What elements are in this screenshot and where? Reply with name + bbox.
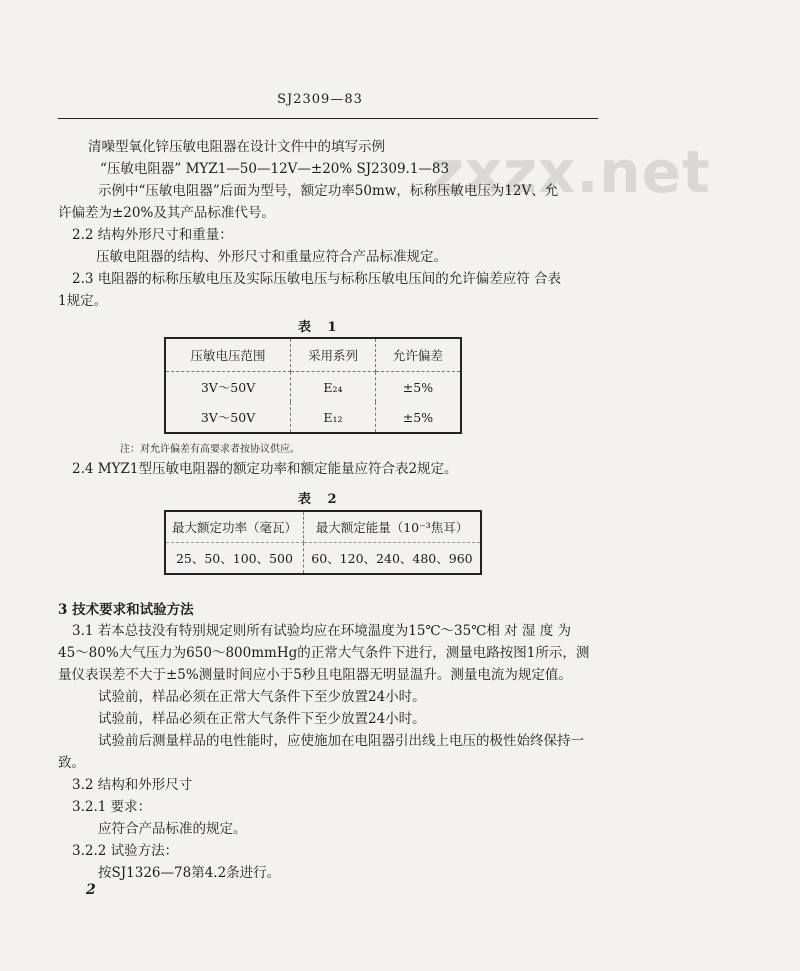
table-header-row <box>165 338 461 372</box>
pre-test-note: 试验前，样品必须在正常大气条件下至少放置24小时。 <box>98 711 426 727</box>
clause-2-4-text: 2.4 MYZ1型压敏电阻器的额定功率和额定能量应符合表2规定。 <box>72 461 458 477</box>
pre-test-note: 试验前，样品必须在正常大气条件下至少放置24小时。 <box>98 689 426 705</box>
table-header-cell: 压敏电压范围 <box>165 338 291 372</box>
table-header-row <box>165 511 481 543</box>
table-header-cell: 最大额定能量（10⁻³焦耳） <box>303 511 481 543</box>
clause-3-2-heading: 3.2 结构和外形尺寸 <box>72 777 193 793</box>
clause-2-3-text: 2.3 电阻器的标称压敏电压及实际压敏电压与标称压敏电压间的允许偏差应符 合表 <box>72 271 562 287</box>
clause-3-2-1-heading: 3.2.1 要求： <box>72 799 152 815</box>
table-header-cell: 最大额定功率（毫瓦） <box>165 511 303 543</box>
clause-3-1-text-cont: 量仪表误差不大于±5%测量时间应小于5秒且电阻器无明显温升。测量电流为规定值。 <box>58 667 572 683</box>
table-cell: E₁₂ <box>291 402 376 433</box>
table-cell: ±5% <box>402 409 434 425</box>
table-row <box>165 372 461 403</box>
table-2 <box>164 510 482 575</box>
polarity-note: 试验前后测量样品的电性能时，应使施加在电阻器引出线上电压的极性始终保持一 <box>98 733 584 749</box>
clause-3-1-text: 3.1 若本总技没有特别规定则所有试验均应在环境温度为15℃～35℃相 对 湿 度 为 <box>72 623 571 639</box>
table-cell: 3V～50V <box>165 372 291 403</box>
watermark: zxzx.net <box>430 138 711 206</box>
example-explanation: 示例中“压敏电阻器”后面为型号，额定功率50mw，标称压敏电压为12V、允 <box>98 183 559 199</box>
table-header-cell: 允许偏差 <box>375 338 461 372</box>
clause-2-2-text: 压敏电阻器的结构、外形尺寸和重量应符合产品标准规定。 <box>96 249 447 265</box>
table-cell: 3V～50V <box>165 402 291 433</box>
polarity-note-cont: 致。 <box>58 755 85 771</box>
clause-2-2-heading: 2.2 结构外形尺寸和重量： <box>72 227 233 243</box>
table-1 <box>164 337 462 434</box>
section-3-title: 3 技术要求和试验方法 <box>58 602 194 618</box>
table1-note: 注：对允许偏差有高要求者按协议供应。 <box>120 444 300 455</box>
paragraph-title: 清噪型氧化锌压敏电阻器在设计文件中的填写示例 <box>88 139 385 155</box>
clause-3-2-2-text: 按SJ1326—78第4.2条进行。 <box>98 865 281 881</box>
example-explanation-cont: 许偏差为±20%及其产品标准代号。 <box>58 205 275 221</box>
table-header-cell: 采用系列 <box>291 338 376 372</box>
page-number: 2 <box>86 882 96 898</box>
table-cell: 60、120、240、480、960 <box>311 551 473 566</box>
example-designation: “压敏电阻器” MYZ1—50—12V—±20% SJ2309.1—83 <box>100 161 450 177</box>
clause-3-2-2-heading: 3.2.2 试验方法： <box>72 843 179 859</box>
table-row <box>165 543 481 575</box>
table-cell: ±5% <box>402 379 434 395</box>
table-row <box>165 402 461 433</box>
table-cell: 25、50、100、500 <box>165 543 303 575</box>
table-cell: E₂₄ <box>291 372 376 403</box>
page-header-code: SJ2309—83 <box>277 92 363 107</box>
clause-3-2-1-text: 应符合产品标准的规定。 <box>98 821 247 837</box>
clause-2-3-text-cont: 1规定。 <box>58 293 108 309</box>
clause-3-1-text-cont: 45～80%大气压力为650～800mmHg的正常大气条件下进行，测量电路按图1所示，测 <box>58 645 590 661</box>
table1-caption: 表 1 <box>298 320 343 335</box>
header-rule <box>58 118 598 119</box>
table2-caption: 表 2 <box>298 492 343 507</box>
